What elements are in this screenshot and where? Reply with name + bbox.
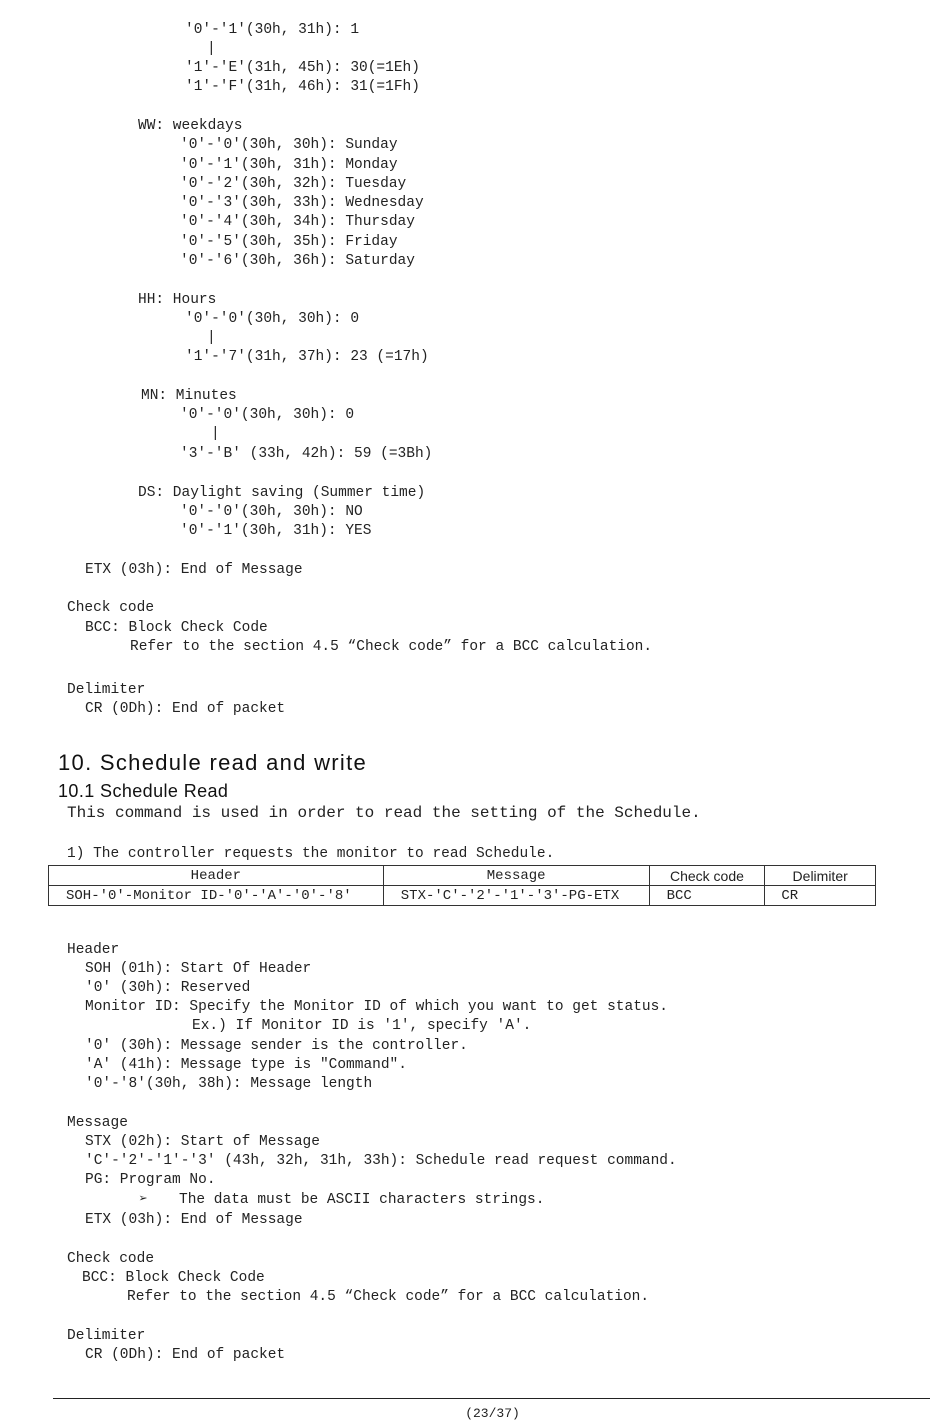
reserved-line: '0' (30h): Reserved (85, 980, 251, 996)
hour-value-line: '1'-'7'(31h, 37h): 23 (=17h) (185, 349, 429, 365)
bcc-reference-line: Refer to the section 4.5 “Check code” for a BCC calculation. (127, 1289, 650, 1305)
sender-line: '0' (30h): Message sender is the controller. (85, 1038, 468, 1054)
check-code-heading: Check code (67, 1251, 155, 1267)
weekday-value-line: '0'-'3'(30h, 33h): Wednesday (180, 195, 424, 211)
bcc-reference-line: Refer to the section 4.5 “Check code” for a BCC calculation. (130, 639, 653, 655)
bcc-line: BCC: Block Check Code (85, 620, 268, 636)
stx-line: STX (02h): Start of Message (85, 1134, 320, 1150)
program-no-line: PG: Program No. (85, 1172, 216, 1188)
cr-line: CR (0Dh): End of packet (85, 1347, 286, 1363)
range-ellipsis: | (207, 330, 216, 346)
weekday-value-line: '0'-'0'(30h, 30h): Sunday (180, 137, 398, 153)
day-value-line: '1'-'F'(31h, 46h): 31(=1Fh) (185, 79, 420, 95)
delimiter-heading: Delimiter (67, 1328, 146, 1344)
daylight-saving-label: DS: Daylight saving (Summer time) (138, 485, 426, 501)
weekday-value-line: '0'-'4'(30h, 34h): Thursday (180, 214, 415, 230)
etx-line: ETX (03h): End of Message (85, 1212, 303, 1228)
check-code-column-title: Check code (649, 866, 765, 886)
day-value-line: '1'-'E'(31h, 45h): 30(=1Eh) (185, 60, 420, 76)
message-heading: Message (67, 1115, 128, 1131)
delimiter-heading: Delimiter (67, 682, 146, 698)
weekday-value-line: '0'-'5'(30h, 35h): Friday (180, 234, 398, 250)
message-cell: STX-'C'-'2'-'1'-'3'-PG-ETX (383, 886, 649, 906)
minute-value-line: '3'-'B' (33h, 42h): 59 (=3Bh) (180, 446, 433, 462)
range-ellipsis: | (207, 41, 216, 57)
etx-line: ETX (03h): End of Message (85, 562, 303, 578)
arrow-bullet-icon: ➢ (139, 1192, 148, 1208)
monitor-id-line: Monitor ID: Specify the Monitor ID of which you want to get status. (85, 999, 668, 1015)
bcc-line: BCC: Block Check Code (82, 1270, 265, 1286)
delimiter-cell: CR (765, 886, 876, 906)
table-row (49, 886, 876, 906)
range-ellipsis: | (211, 426, 220, 442)
command-line: 'C'-'2'-'1'-'3' (43h, 32h, 31h, 33h): Schedule read request command. (85, 1153, 677, 1169)
daylight-saving-value-line: '0'-'1'(30h, 31h): YES (180, 523, 372, 539)
weekday-value-line: '0'-'1'(30h, 31h): Monday (180, 157, 398, 173)
day-value-line: '0'-'1'(30h, 31h): 1 (185, 22, 360, 38)
weekdays-label: WW: weekdays (138, 118, 243, 134)
minutes-label: MN: Minutes (141, 388, 237, 404)
check-code-cell: BCC (649, 886, 765, 906)
step-1-text: 1) The controller requests the monitor to read Schedule. (67, 846, 555, 862)
footer-divider (53, 1398, 930, 1399)
monitor-id-example: Ex.) If Monitor ID is '1', specify 'A'. (192, 1018, 532, 1034)
subsection-title: 10.1 Schedule Read (58, 781, 229, 801)
message-length-line: '0'-'8'(30h, 38h): Message length (85, 1076, 373, 1092)
weekday-value-line: '0'-'2'(30h, 32h): Tuesday (180, 176, 407, 192)
ascii-note-line: The data must be ASCII characters strings. (179, 1192, 545, 1208)
weekday-value-line: '0'-'6'(30h, 36h): Saturday (180, 253, 415, 269)
command-table (48, 865, 876, 906)
intro-text: This command is used in order to read the setting of the Schedule. (67, 804, 701, 822)
soh-line: SOH (01h): Start Of Header (85, 961, 312, 977)
message-column-title: Message (383, 866, 649, 886)
header-heading: Header (67, 942, 120, 958)
delimiter-column-title: Delimiter (765, 866, 876, 886)
table-header-row (49, 866, 876, 886)
hour-value-line: '0'-'0'(30h, 30h): 0 (185, 311, 360, 327)
header-column-title: Header (49, 866, 384, 886)
header-cell: SOH-'0'-Monitor ID-'0'-'A'-'0'-'8' (49, 886, 384, 906)
hours-label: HH: Hours (138, 292, 217, 308)
cr-line: CR (0Dh): End of packet (85, 701, 286, 717)
page-number: (23/37) (465, 1406, 520, 1421)
message-type-line: 'A' (41h): Message type is "Command". (85, 1057, 407, 1073)
check-code-heading: Check code (67, 600, 155, 616)
section-title: 10. Schedule read and write (58, 750, 368, 775)
minute-value-line: '0'-'0'(30h, 30h): 0 (180, 407, 355, 423)
daylight-saving-value-line: '0'-'0'(30h, 30h): NO (180, 504, 363, 520)
